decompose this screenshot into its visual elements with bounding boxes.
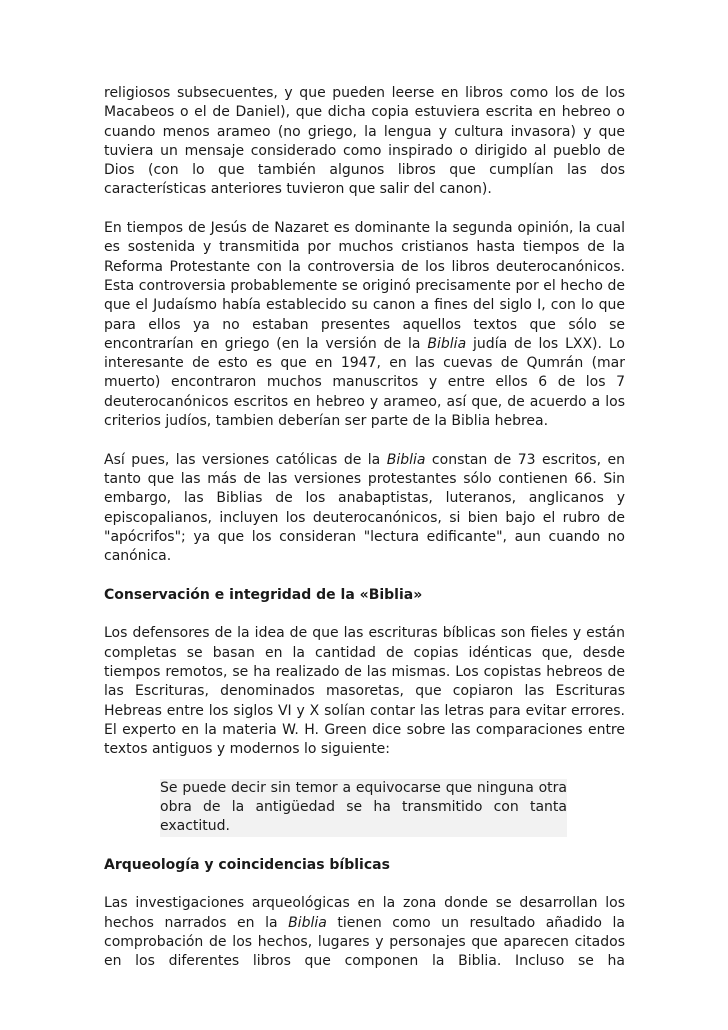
paragraph-jesus-era-text-b: judía de los LXX). Lo interesante de esto es que en 1947, en las cuevas de Qumrán (mar muerto) encontraron muchos manuscritos y entre ellos 6 de los 7 deuterocanónicos escritos en hebreo y arameo, así que, de acuerdo a los criterios judíos, tambien deberían ser parte de la Biblia hebrea. bbox=[104, 335, 625, 430]
paragraph-jesus-era bbox=[104, 219, 625, 431]
paragraph-catholic-versions-text-a: Así pues, las versiones católicas de la bbox=[104, 451, 387, 468]
paragraph-jesus-era-italic: Biblia bbox=[427, 335, 467, 352]
paragraph-archaeology bbox=[104, 894, 625, 971]
paragraph-catholic-versions-italic: Biblia bbox=[386, 451, 426, 468]
paragraph-archaeology-italic: Biblia bbox=[288, 914, 327, 931]
paragraph-catholic-versions bbox=[104, 451, 625, 567]
document-page bbox=[104, 84, 625, 991]
section-heading-conservation: Conservación e integridad de la «Biblia» bbox=[104, 586, 423, 603]
paragraph-defenders: Los defensores de la idea de que las escrituras bíblicas son fieles y están completas se basan en la cantidad de copias idénticas que, desde tiempos remotos, se ha realizado de las mismas. Los copistas hebreos de las Escrituras, denominados masoretas, que copiaron las Escrituras Hebreas entre los siglos VI y X solían contar las letras para evitar errores. El experto en la materia W. H. Green dice sobre las comparaciones entre textos antiguos y modernos lo siguiente: bbox=[104, 625, 625, 758]
section-heading-archaeology: Arqueología y coincidencias bíblicas bbox=[104, 856, 390, 873]
paragraph-archaeology-text-b: tienen como un resultado añadido la comprobación de los hechos, lugares y personajes que aparecen citados en los diferentes libros que componen la Biblia. Incluso se ha bbox=[104, 914, 625, 970]
paragraph-catholic-versions-text-b: constan de 73 escritos, en tanto que las más de las versiones protestantes sólo contienen 66. Sin embargo, las Biblias de los anabaptistas, luteranos, anglicanos y episcopalianos, incluyen los deuterocanónicos, si bien bajo el rubro de "apócrifos"; ya que los consideran "lectura edificante", aun cuando no canónica. bbox=[104, 451, 625, 565]
paragraph-archaeology-text-a: Las investigaciones arqueológicas en la zona donde se desarrollan los hechos narrados en la bbox=[104, 895, 625, 931]
paragraph-canon-criteria: religiosos subsecuentes, y que pueden leerse en libros como los de los Macabeos o el de Daniel), que dicha copia estuviera escrita en hebreo o cuando menos arameo (no griego, la lengua y cultura invasora) y que tuviera un mensaje considerado como inspirado o dirigido al pueblo de Dios (con lo que también algunos libros que cumplían las dos características anteriores tuvieron que salir del canon). bbox=[104, 85, 625, 198]
block-quote: Se puede decir sin temor a equivocarse que ninguna otra obra de la antigüedad se ha transmitido con tanta exactitud. bbox=[160, 779, 567, 837]
paragraph-jesus-era-text-a: En tiempos de Jesús de Nazaret es dominante la segunda opinión, la cual es sostenida y transmitida por muchos cristianos hasta tiempos de la Reforma Protestante con la controversia de los libros deuterocanónicos. Esta controversia probablemente se originó precisamente por el hecho de que el Judaísmo había establecido su canon a fines del siglo I, con lo que para ellos ya no estaban presentes aquellos textos que sólo se encontrarían en griego (en la versión de la bbox=[104, 220, 625, 352]
